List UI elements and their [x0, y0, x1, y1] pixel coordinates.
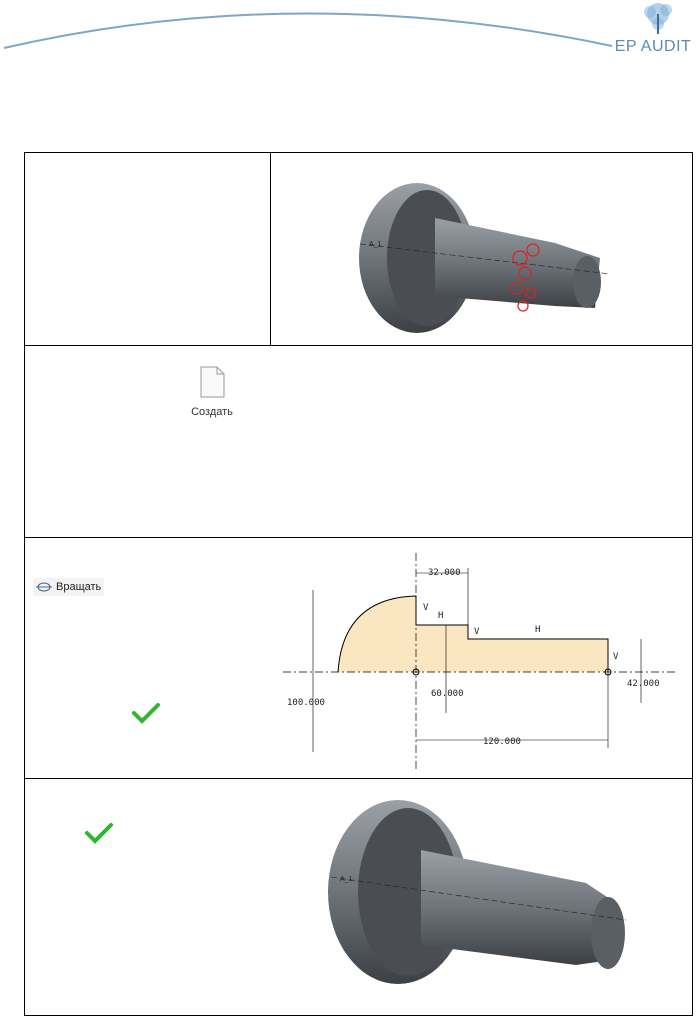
dim-top: 32.000: [428, 568, 461, 578]
label-h1: H: [438, 611, 444, 621]
row-divider-3: [25, 778, 692, 779]
revolve-sketch: [283, 553, 678, 771]
label-v3: V: [613, 652, 619, 662]
axis-label-2: A_1: [340, 876, 353, 883]
axis-label-1: A_1: [369, 241, 382, 248]
column-divider: [270, 153, 271, 345]
dim-left: 100.000: [287, 698, 325, 708]
confirm-check-icon-2[interactable]: [84, 821, 114, 845]
ep-audit-logo: [606, 0, 698, 70]
dim-right-small: 42.000: [627, 679, 660, 689]
dim-mid: 60.000: [431, 689, 464, 699]
new-document-icon: [199, 366, 225, 398]
rotate-label: Вращать: [56, 581, 102, 593]
label-v2: V: [474, 627, 480, 637]
label-v1: V: [423, 603, 429, 613]
model-render-annotated: [355, 178, 615, 338]
create-label: Создать: [191, 406, 233, 418]
row-divider-2: [25, 537, 692, 538]
model-render-final: [326, 795, 631, 990]
label-h2: H: [535, 625, 541, 635]
dim-bottom: 120.000: [483, 737, 521, 747]
create-button[interactable]: [190, 366, 234, 418]
header-arc: [0, 0, 699, 80]
row-divider-1: [25, 345, 692, 346]
confirm-check-icon[interactable]: [131, 701, 161, 725]
logo-text: EP AUDIT: [614, 38, 692, 55]
revolve-icon: [36, 581, 52, 593]
rotate-button[interactable]: [33, 578, 104, 596]
